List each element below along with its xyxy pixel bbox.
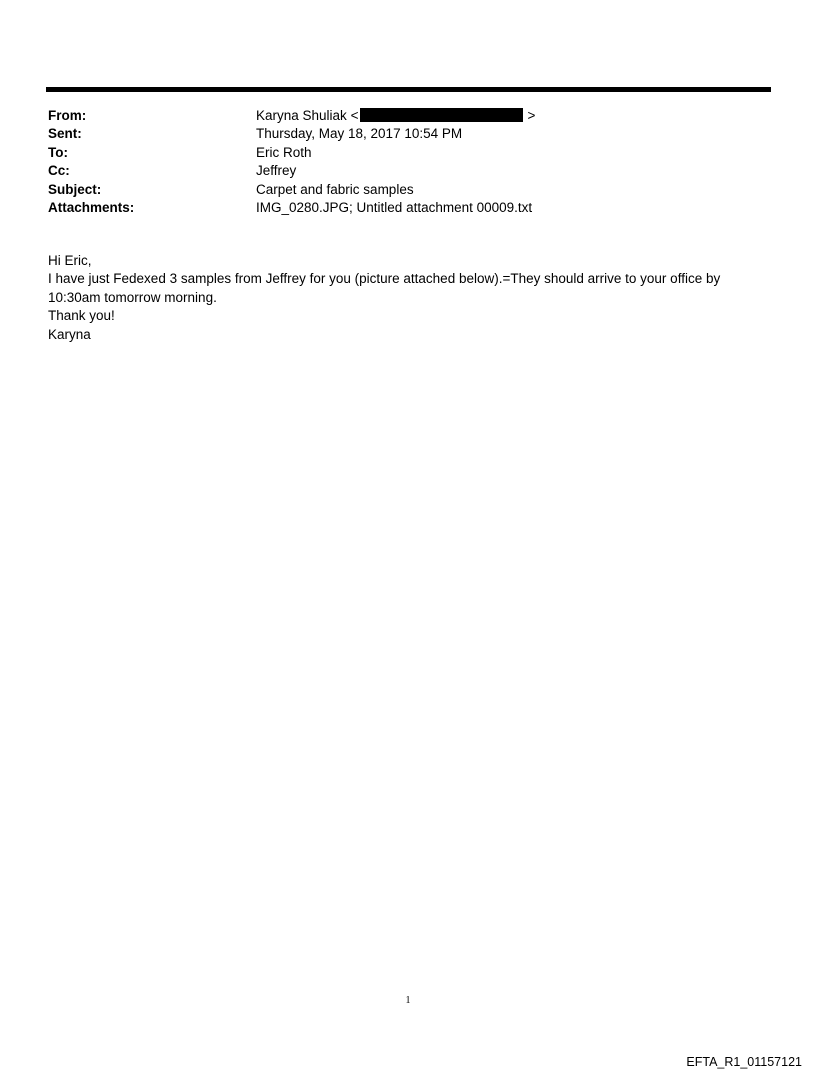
message-line: I have just Fedexed 3 samples from Jeffrey for you (picture attached below).=They should arrive to your office by: [48, 271, 721, 287]
cc-label: Cc:: [48, 163, 70, 179]
subject-label: Subject:: [48, 181, 102, 197]
email-open-bracket: <: [350, 108, 359, 123]
sent-row: [48, 125, 768, 143]
sent-label: Sent:: [48, 126, 82, 142]
to-label: To:: [48, 144, 68, 160]
subject-row: [48, 181, 768, 199]
page-number: 1: [405, 995, 411, 1006]
redacted-email-box: [360, 108, 523, 122]
email-close-bracket: >: [527, 108, 536, 123]
document-id: EFTA_R1_01157121: [686, 1055, 802, 1069]
cc-value: Jeffrey: [256, 163, 297, 179]
greeting-line: Hi Eric,: [48, 253, 92, 268]
sent-value: Thursday, May 18, 2017 10:54 PM: [256, 126, 463, 142]
from-label: From:: [48, 108, 87, 123]
from-row: [48, 107, 768, 125]
email-body: [48, 252, 768, 344]
subject-value: Carpet and fabric samples: [256, 181, 414, 197]
closing-line: Thank you!: [48, 308, 115, 324]
header-divider: [46, 87, 771, 92]
signature-line: Karyna: [48, 326, 91, 342]
to-row: [48, 144, 768, 162]
attachments-label: Attachments:: [48, 199, 135, 215]
to-value: Eric Roth: [256, 144, 312, 160]
attachments-value: IMG_0280.JPG; Untitled attachment 00009.txt: [256, 199, 533, 215]
cc-row: [48, 162, 768, 180]
attachments-row: [48, 199, 768, 217]
email-header: [48, 107, 768, 217]
from-value: [256, 107, 768, 125]
message-line: 10:30am tomorrow morning.: [48, 289, 217, 305]
sender-name: Karyna Shuliak: [256, 108, 347, 123]
